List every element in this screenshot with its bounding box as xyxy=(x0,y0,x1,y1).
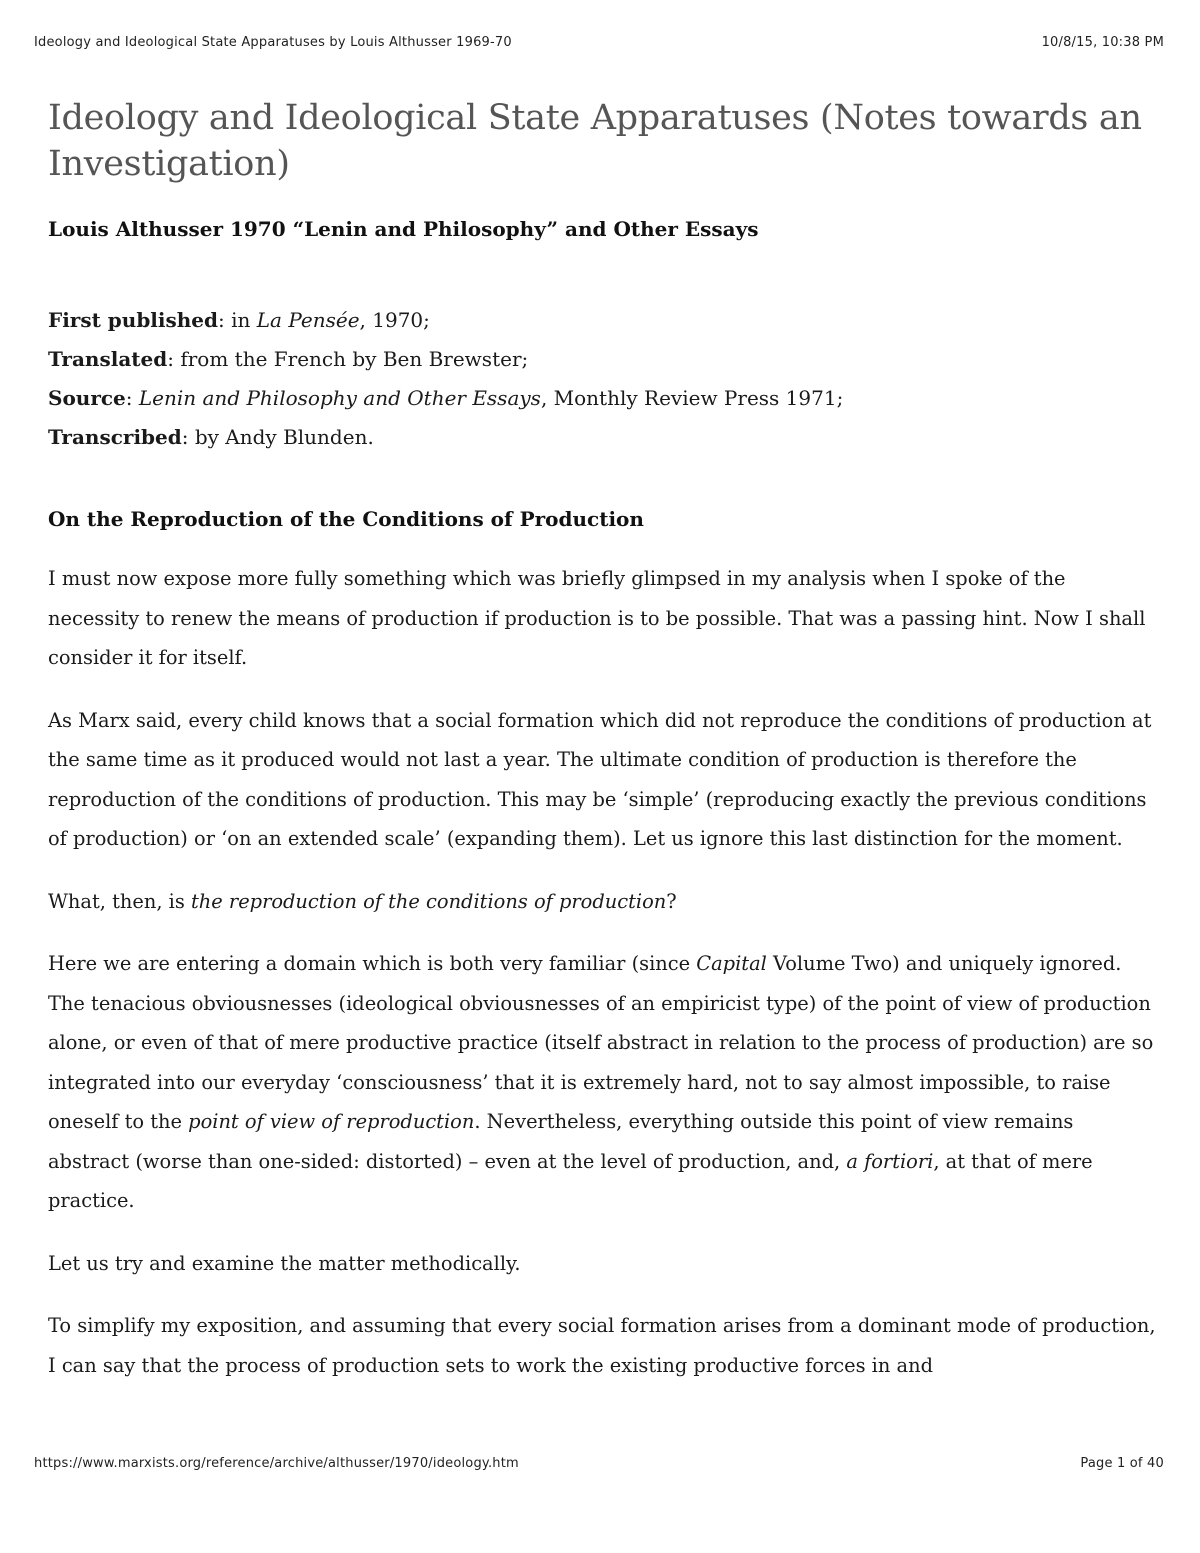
paragraph-3 xyxy=(48,882,1158,922)
paragraph-4 xyxy=(48,944,1158,1221)
meta-transcribed xyxy=(48,418,1158,457)
translated-label: Translated xyxy=(48,347,168,371)
p4-e: . Nevertheless, everything outside this point of view remains abstract (worse than one-sided: distorted) – even at the level of production, and, xyxy=(48,1110,1074,1173)
paragraph-6: To simplify my exposition, and assuming that every social formation arises from a dominant mode of production, I can say that the process of production sets to work the existing productive forces in and xyxy=(48,1314,1156,1377)
published-label: First published xyxy=(48,308,219,332)
published-post: , 1970; xyxy=(359,308,430,332)
page-title: Ideology and Ideological State Apparatuses (Notes towards an Investigation) xyxy=(48,98,1142,184)
source-pre: : xyxy=(125,386,139,410)
translated-value: : from the French by Ben Brewster; xyxy=(167,347,529,371)
meta-source xyxy=(48,379,1158,418)
header-doc-title: Ideology and Ideological State Apparatuses by Louis Althusser 1969-70 xyxy=(34,35,512,50)
header-datetime: 10/8/15, 10:38 PM xyxy=(1041,35,1164,50)
p4-g: , at that of mere practice. xyxy=(48,1149,1093,1212)
print-header xyxy=(34,35,1164,50)
meta-translated xyxy=(48,340,1158,379)
footer-url: https://www.marxists.org/reference/archive/althusser/1970/ideology.htm xyxy=(34,1456,519,1471)
source-label: Source xyxy=(48,386,126,410)
section-heading: On the Reproduction of the Conditions of Production xyxy=(48,507,644,531)
footer-page-number: Page 1 of 40 xyxy=(1080,1456,1164,1471)
subtitle: Louis Althusser 1970 “Lenin and Philosophy” and Other Essays xyxy=(48,217,759,241)
paragraph-2: As Marx said, every child knows that a social formation which did not reproduce the conditions of production at the same time as it produced would not last a year. The ultimate condition of production is therefore the reproduction of the conditions of production. This may be ‘simple’ (reproducing exactly the previous conditions of production) or ‘on an extended scale’ (expanding them). Let us ignore this last distinction for the moment. xyxy=(48,708,1152,850)
transcribed-label: Transcribed xyxy=(48,425,182,449)
print-footer xyxy=(34,1456,1164,1471)
published-pre: : in xyxy=(218,308,257,332)
p3-pre: What, then, is xyxy=(48,889,191,913)
source-book: Lenin and Philosophy and Other Essays xyxy=(138,386,541,410)
meta-published xyxy=(48,301,1158,340)
article xyxy=(48,95,1158,1385)
p4-b: Capital xyxy=(696,952,767,975)
p4-c: Volume Two) and uniquely ignored. The tenacious obviousnesses (ideological obviousnesses of an empiricist type) of the point of view of production alone, or even of that of mere productive practice (itself abstract in relation to the process of production) are so integrated into our everyday ‘consciousness’ that it is extremely hard, not to say almost impossible, to raise oneself to the xyxy=(48,952,1154,1133)
p4-d: point of view of reproduction xyxy=(188,1110,475,1133)
p3-post: ? xyxy=(666,889,677,913)
p4-f: a fortiori xyxy=(846,1149,934,1173)
transcribed-value: : by Andy Blunden. xyxy=(181,425,374,449)
p3-em: the reproduction of the conditions of production xyxy=(191,889,667,913)
publication-info xyxy=(48,301,1158,457)
paragraph-1: I must now expose more fully something which was briefly glimpsed in my analysis when I spoke of the necessity to renew the means of production if production is to be possible. That was a passing hint. Now I shall consider it for itself. xyxy=(48,567,1146,669)
p4-a: Here we are entering a domain which is both very familiar (since xyxy=(48,952,697,975)
published-journal: La Pensée xyxy=(256,308,360,332)
source-post: , Monthly Review Press 1971; xyxy=(540,386,844,410)
paragraph-5: Let us try and examine the matter methodically. xyxy=(48,1251,521,1275)
